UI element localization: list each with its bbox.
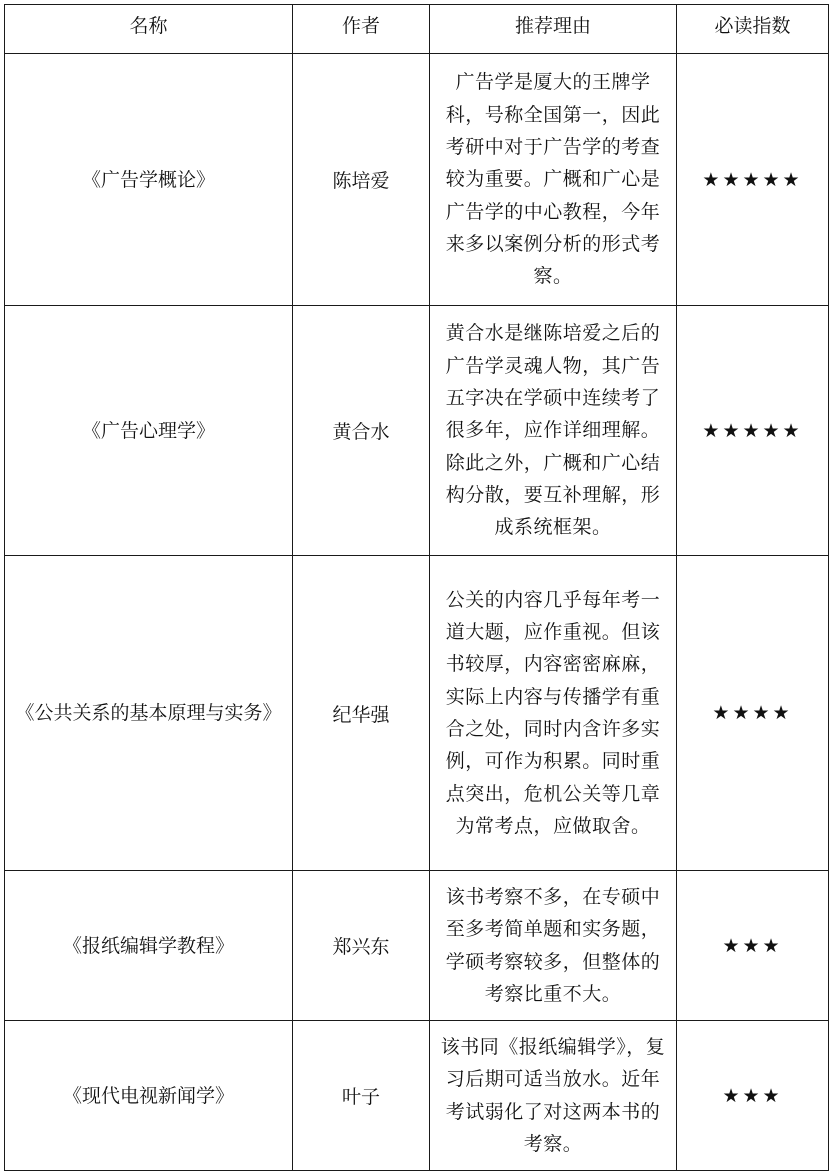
star-rating: ★★★ [677, 871, 829, 1021]
star-rating: ★★★★★ [677, 306, 829, 556]
recommend-reason: 公关的内容几乎每年考一道大题，应作重视。但该书较厚，内容密密麻麻，实际上内容与传播学有重合之处，同时内含许多实例，可作为积累。同时重点突出，危机公关等几章为常考点，应做取舍。 [430, 556, 677, 871]
recommend-reason: 该书同《报纸编辑学》，复习后期可适当放水。近年考试弱化了对这两本书的考察。 [430, 1021, 677, 1171]
star-rating: ★★★★★ [677, 54, 829, 306]
recommend-reason: 该书考察不多，在专硕中至多考简单题和实务题，学硕考察较多，但整体的考察比重不大。 [430, 871, 677, 1021]
table-row [5, 306, 829, 556]
book-title: 《广告学概论》 [5, 54, 293, 306]
book-author: 陈培爱 [293, 54, 430, 306]
table-header-row [5, 5, 829, 54]
header-name: 名称 [5, 5, 293, 54]
book-title: 《报纸编辑学教程》 [5, 871, 293, 1021]
header-reason: 推荐理由 [430, 5, 677, 54]
header-index: 必读指数 [677, 5, 829, 54]
table-row [5, 1021, 829, 1171]
book-author: 黄合水 [293, 306, 430, 556]
star-rating: ★★★★ [677, 556, 829, 871]
header-author: 作者 [293, 5, 430, 54]
star-rating: ★★★ [677, 1021, 829, 1171]
table-row [5, 871, 829, 1021]
table-row [5, 556, 829, 871]
recommend-reason: 黄合水是继陈培爱之后的广告学灵魂人物，其广告五字决在学硕中连续考了很多年，应作详细理解。除此之外，广概和广心结构分散，要互补理解，形成系统框架。 [430, 306, 677, 556]
book-author: 纪华强 [293, 556, 430, 871]
book-title: 《广告心理学》 [5, 306, 293, 556]
recommendation-table [4, 4, 829, 1171]
book-title: 《现代电视新闻学》 [5, 1021, 293, 1171]
book-author: 叶子 [293, 1021, 430, 1171]
book-author: 郑兴东 [293, 871, 430, 1021]
book-title: 《公共关系的基本原理与实务》 [5, 556, 293, 871]
recommend-reason: 广告学是厦大的王牌学科，号称全国第一，因此考研中对于广告学的考查较为重要。广概和广心是广告学的中心教程，今年来多以案例分析的形式考察。 [430, 54, 677, 306]
table-row [5, 54, 829, 306]
